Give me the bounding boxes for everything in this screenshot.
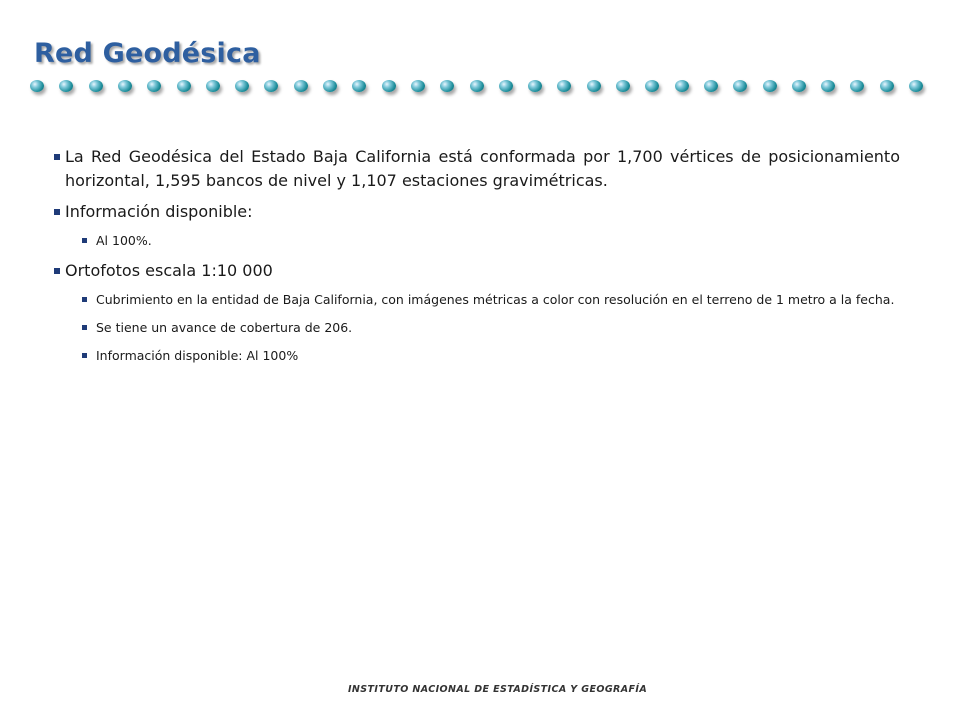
decorative-dot — [909, 80, 923, 92]
decorative-dot — [470, 80, 484, 92]
decorative-dot — [411, 80, 425, 92]
decorative-dot — [616, 80, 630, 92]
slide-body — [52, 145, 900, 374]
decorative-dot — [704, 80, 718, 92]
decorative-dot — [206, 80, 220, 92]
decorative-dot-row — [30, 78, 935, 98]
decorative-dot — [763, 80, 777, 92]
decorative-dot — [235, 80, 249, 92]
decorative-dot — [352, 80, 366, 92]
decorative-dot — [821, 80, 835, 92]
decorative-dot — [557, 80, 571, 92]
decorative-dot — [177, 80, 191, 92]
bullet-informacion-disponible: Información disponible: — [52, 200, 900, 224]
sub-bullet-cubrimiento: Cubrimiento en la entidad de Baja California, con imágenes métricas a color con resolución en el terreno de 1 metro a la fecha. — [80, 290, 900, 310]
decorative-dot — [264, 80, 278, 92]
decorative-dot — [59, 80, 73, 92]
decorative-dot — [880, 80, 894, 92]
sub-bullet-avance: Se tiene un avance de cobertura de 206. — [80, 318, 900, 338]
decorative-dot — [499, 80, 513, 92]
decorative-dot — [382, 80, 396, 92]
bullet-red-geodesica: La Red Geodésica del Estado Baja California está conformada por 1,700 vértices de posicionamiento horizontal, 1,595 bancos de nivel y 1,107 estaciones gravimétricas. — [52, 145, 900, 193]
decorative-dot — [118, 80, 132, 92]
decorative-dot — [323, 80, 337, 92]
decorative-dot — [675, 80, 689, 92]
footer-institution: INSTITUTO NACIONAL DE ESTADÍSTICA Y GEOGRAFÍA — [348, 684, 648, 695]
decorative-dot — [89, 80, 103, 92]
decorative-dot — [528, 80, 542, 92]
decorative-dot — [30, 80, 44, 92]
decorative-dot — [147, 80, 161, 92]
slide-title: Red Geodésica — [34, 38, 261, 69]
decorative-dot — [850, 80, 864, 92]
sub-bullet-informacion: Información disponible: Al 100% — [80, 346, 900, 366]
decorative-dot — [733, 80, 747, 92]
decorative-dot — [645, 80, 659, 92]
decorative-dot — [587, 80, 601, 92]
decorative-dot — [440, 80, 454, 92]
bullet-ortofotos: Ortofotos escala 1:10 000 — [52, 259, 900, 283]
decorative-dot — [294, 80, 308, 92]
decorative-dot — [792, 80, 806, 92]
sub-bullet-al-100: Al 100%. — [80, 231, 900, 251]
